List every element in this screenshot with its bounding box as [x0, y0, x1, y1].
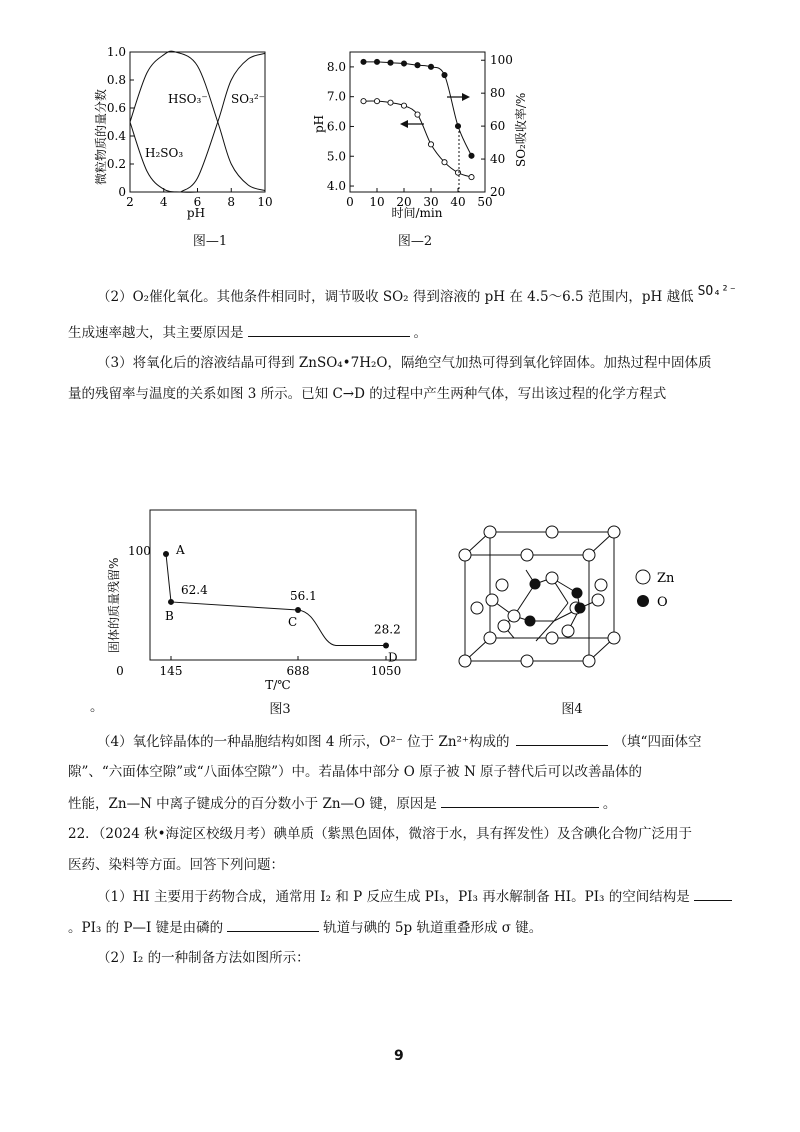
- o-atom: [530, 579, 541, 590]
- q22-line1: 22．（2024 秋•海淀区校级月考）碘单质（紫黑色固体，微溶于水，具有挥发性）及含碘化合物广泛用于: [68, 826, 693, 842]
- q4-line1: （4）氧化锌晶体的一种晶胞结构如图 4 所示，O²⁻ 位于 Zn²⁺构成的 （填“四面体空: [97, 731, 701, 752]
- fig2-point-right: [428, 64, 433, 69]
- zn-atom: [459, 655, 471, 667]
- fig1-ylabel: 微粒物质的量分数: [94, 88, 108, 185]
- fig2-ytick-right-label: 80: [490, 86, 506, 101]
- fig2-point-right: [374, 59, 379, 64]
- zn-atom: [496, 579, 508, 591]
- fig3-xtick-label: 0: [116, 664, 124, 678]
- fig2-point-right: [388, 60, 393, 65]
- fig1-label-h2so3: H₂SO₃: [145, 146, 184, 160]
- fig1-label-so3: SO₃²⁻: [231, 92, 266, 106]
- o-atom: [575, 603, 586, 614]
- figure-3-chart: [100, 505, 430, 695]
- fig3-value-label-D: 28.2: [374, 622, 401, 637]
- fig2-xlabel: 时间/min: [391, 206, 443, 220]
- fig2-point-right: [455, 124, 460, 129]
- fig3-point-label-B: B: [165, 608, 174, 623]
- fig3-xtick-label: 145: [159, 664, 183, 678]
- o-atom: [572, 588, 583, 599]
- fig2-ytick-right-label: 20: [490, 185, 506, 199]
- fig2-point-left: [428, 142, 433, 147]
- fig3-point-B: [168, 599, 174, 605]
- q4-answer-blank-1[interactable]: [516, 731, 608, 746]
- figure-2-caption: 图—2: [397, 234, 433, 249]
- fig2-series-line-right: [364, 62, 472, 156]
- q22-1-line2: 。PI₃ 的 P—I 键是由磷的 轨道与碘的 5p 轨道重叠形成 σ 键。: [68, 917, 542, 938]
- q3-line1: （3）将氧化后的溶液结晶可得到 ZnSO₄•7H₂O，隔绝空气加热可得到氧化锌固体。加热过程中固体质: [97, 355, 712, 371]
- fig3-ylabel: 固体的质量残留%: [107, 557, 121, 653]
- fig2-point-left: [401, 103, 406, 108]
- fig3-point-D: [383, 643, 389, 649]
- fig2-xtick-label: 40: [450, 195, 466, 209]
- fig2-ytick-left-label: 7.0: [326, 89, 346, 104]
- fig2-point-left: [469, 175, 474, 180]
- o-atom: [525, 616, 536, 627]
- fig2-ytick-right-label: 40: [490, 152, 506, 167]
- legend-o-label: O: [657, 595, 668, 610]
- fig3-value-label-C: 56.1: [290, 588, 317, 603]
- figure-4-crystal-cell: [450, 520, 700, 675]
- fig2-point-right: [415, 63, 420, 68]
- zn-atom: [595, 579, 607, 591]
- q3-answer-end: 。: [90, 699, 104, 715]
- q22-1-answer-blank-2[interactable]: [227, 917, 319, 932]
- zn-atom: [583, 655, 595, 667]
- fig2-point-right: [469, 153, 474, 158]
- q22-line2: 医药、染料等方面。回答下列问题：: [68, 857, 284, 873]
- q4-answer-blank-2[interactable]: [441, 793, 599, 808]
- fig2-ytick-right-label: 60: [490, 119, 506, 134]
- fig1-xtick-label: 8: [227, 195, 236, 209]
- zn-atom: [521, 655, 533, 667]
- zn-atom: [521, 549, 533, 561]
- fig2-point-right: [442, 72, 447, 77]
- figure-4-caption: 图4: [561, 702, 583, 717]
- zn-atom: [562, 625, 574, 637]
- fig2-point-left: [455, 170, 460, 175]
- fig2-point-left: [388, 100, 393, 105]
- legend-o-circle: [637, 595, 649, 607]
- fig3-curve-line: [166, 554, 386, 646]
- zn-atom: [583, 549, 595, 561]
- legend-zn-label: Zn: [657, 571, 675, 586]
- fig2-xtick-label: 50: [477, 195, 493, 209]
- zn-atom: [546, 572, 558, 584]
- fig1-ytick-label: 1.0: [106, 45, 126, 59]
- fig3-point-label-D: D: [388, 650, 398, 665]
- fig3-xtick-label: 688: [286, 664, 310, 678]
- zn-atom: [484, 632, 496, 644]
- zn-atom: [484, 526, 496, 538]
- fig1-label-hso3: HSO₃⁻: [168, 92, 208, 106]
- q4-line3: 性能，Zn—N 中离子键成分的百分数小于 Zn—O 键，原因是 。: [68, 793, 616, 814]
- fig3-value-label-B: 62.4: [181, 582, 208, 597]
- fig2-ytick-left-label: 8.0: [326, 59, 346, 74]
- fig3-ytick: 100: [128, 544, 151, 558]
- fig2-ytick-left-label: 6.0: [326, 119, 346, 134]
- fig2-point-left: [361, 99, 366, 104]
- zn-atom: [546, 526, 558, 538]
- fig1-ytick-label: 0.4: [106, 129, 126, 143]
- zn-atom: [498, 620, 510, 632]
- fig1-ytick-label: 0.6: [106, 101, 126, 115]
- fig2-ylabel-right: SO₂吸收率/%: [514, 92, 528, 167]
- fig1-ytick-label: 0: [118, 185, 126, 199]
- figure-3-caption: 图3: [269, 702, 291, 717]
- zn-atom: [608, 526, 620, 538]
- q22-1-answer-blank-1[interactable]: [694, 886, 732, 901]
- fig2-arrow-left: [400, 120, 424, 128]
- fig1-xtick-label: 6: [193, 195, 202, 209]
- q2-line2: 生成速率越大，其主要原因是 。: [68, 322, 427, 343]
- fig2-xtick-label: 20: [396, 195, 412, 209]
- zn-atom: [592, 594, 604, 606]
- q22-1-line1: （1）HI 主要用于药物合成，通常用 I₂ 和 P 反应生成 PI₃，PI₃ 再水解制备 HI。PI₃ 的空间结构是: [97, 886, 732, 907]
- figure-1-chart: [95, 45, 285, 230]
- fig2-xtick-label: 0: [346, 195, 354, 209]
- page-number: 9: [394, 1048, 404, 1064]
- fig3-point-label-C: C: [288, 614, 298, 629]
- fig1-xtick-label: 10: [257, 195, 273, 209]
- q3-line2: 量的残留率与温度的关系如图 3 所示。已知 C→D 的过程中产生两种气体，写出该过程的化学方程式: [68, 386, 667, 402]
- so4-ion: SO₄²⁻: [697, 284, 737, 299]
- fig2-ytick-right-label: 100: [490, 53, 513, 68]
- fig3-xtick-label: 1050: [370, 664, 402, 678]
- fig2-ytick-left-label: 5.0: [326, 149, 346, 164]
- fig2-xtick-label: 10: [369, 195, 385, 209]
- fig3-point-C: [295, 607, 301, 613]
- figure-2-chart: [310, 45, 545, 230]
- q22-2-line1: （2）I₂ 的一种制备方法如图所示：: [97, 950, 310, 966]
- q4-line2: 隙”、“六面体空隙”或“八面体空隙”）中。若晶体中部分 O 原子被 N 原子替代后可以改善晶体的: [68, 764, 643, 780]
- fig1-ytick-label: 0.2: [106, 157, 126, 171]
- fig2-ytick-left-label: 4.0: [326, 179, 346, 194]
- fig2-point-left: [374, 99, 379, 104]
- fig2-xtick-label: 30: [423, 195, 439, 209]
- fig1-ytick-label: 0.8: [106, 73, 126, 87]
- figure-1-caption: 图—1: [192, 234, 228, 249]
- fig2-point-right: [361, 59, 366, 64]
- zn-atom: [546, 632, 558, 644]
- zn-atom: [471, 602, 483, 614]
- zn-atom: [486, 594, 498, 606]
- fig1-series-line-3: [181, 53, 265, 192]
- q2-answer-blank[interactable]: [248, 322, 410, 337]
- fig1-xtick-label: 2: [126, 195, 134, 209]
- fig1-series-line-2: [130, 51, 265, 190]
- fig2-ylabel-left: pH: [312, 114, 326, 133]
- fig3-point-A: [163, 551, 169, 557]
- fig2-point-left: [415, 112, 420, 117]
- fig2-point-right: [401, 61, 406, 66]
- fig3-point-label-A: A: [176, 543, 185, 557]
- zn-atom: [459, 549, 471, 561]
- legend-zn-circle: [636, 570, 650, 584]
- fig2-point-left: [442, 160, 447, 165]
- fig1-xtick-label: 4: [159, 195, 168, 209]
- fig1-xlabel: pH: [186, 206, 206, 220]
- q2-line1: （2）O₂催化氧化。其他条件相同时，调节吸收 SO₂ 得到溶液的 pH 在 4.5～6.5 范围内，pH 越低 SO₄²⁻: [97, 284, 737, 305]
- fig3-xlabel: T/℃: [265, 678, 291, 692]
- zn-atom: [508, 610, 520, 622]
- zn-atom: [608, 632, 620, 644]
